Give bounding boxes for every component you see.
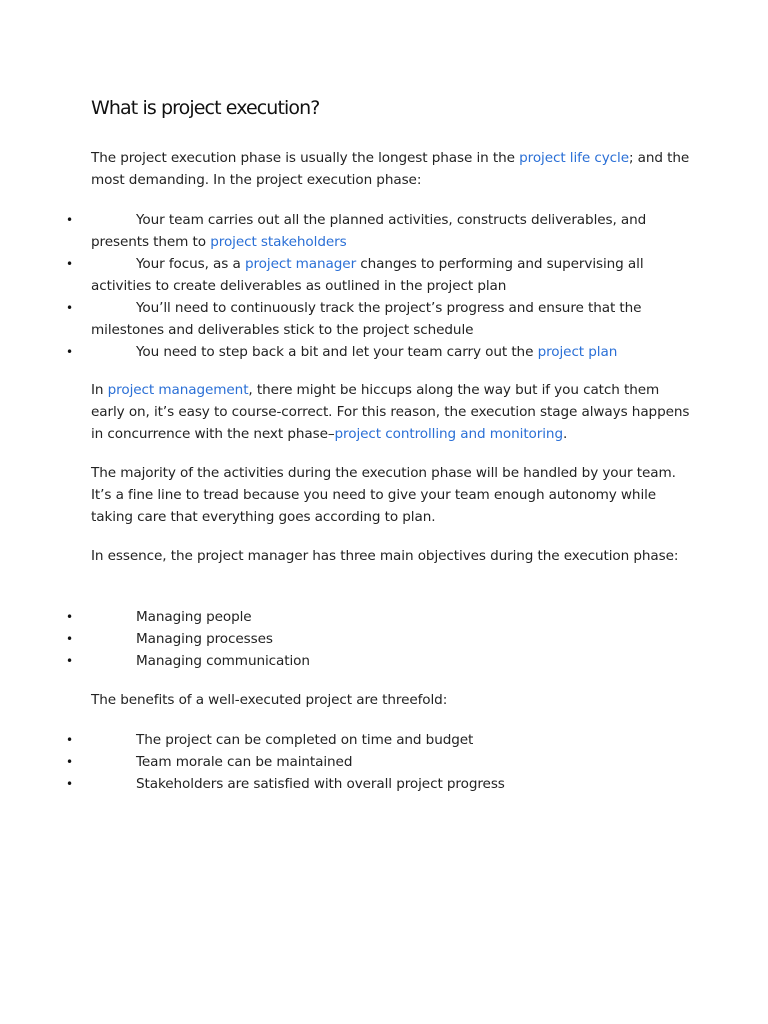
- bullet-text: Your focus, as a: [136, 256, 245, 272]
- intro-paragraph: [91, 147, 691, 191]
- phase-bullet-list: [0, 209, 700, 363]
- majority-paragraph: The majority of the activities during the execution phase will be handled by your team. It’s a fine line to tread because you need to give your team enough autonomy while taking care that everything goes according to plan.: [91, 465, 676, 525]
- project-stakeholders-link[interactable]: project stakeholders: [210, 234, 347, 250]
- project-management-link[interactable]: project management: [107, 382, 249, 398]
- list-item: [0, 729, 700, 751]
- bullet-icon: •: [66, 654, 73, 668]
- objective-text: Managing communication: [136, 653, 310, 669]
- intro-text: ; and the most demanding. In the project execution phase:: [91, 150, 690, 188]
- objective-text: Managing processes: [136, 631, 273, 647]
- benefit-text: Team morale can be maintained: [136, 754, 353, 770]
- bullet-icon: •: [66, 345, 73, 359]
- page-title: What is project execution?: [91, 97, 320, 119]
- objective-text: Managing people: [136, 609, 252, 625]
- bullet-icon: •: [66, 213, 73, 227]
- benefit-text: Stakeholders are satisfied with overall project progress: [136, 776, 505, 792]
- bullet-text: You need to step back a bit and let your team carry out the: [136, 344, 538, 360]
- list-item: [0, 606, 700, 628]
- list-item: [0, 209, 700, 253]
- bullet-icon: •: [66, 777, 73, 791]
- essence-paragraph: In essence, the project manager has three main objectives during the execution phase:: [91, 548, 679, 564]
- bullet-text: changes to performing and supervising all activities to create deliverables as outlined in the project plan: [91, 256, 644, 294]
- project-life-cycle-link[interactable]: project life cycle: [519, 150, 629, 166]
- list-item: [0, 773, 700, 795]
- project-management-paragraph: [91, 379, 691, 445]
- objectives-list: [0, 606, 700, 672]
- benefit-text: The project can be completed on time and budget: [136, 732, 474, 748]
- bullet-text: Your team carries out all the planned activities, constructs deliverables, and presents them to: [91, 212, 647, 250]
- paragraph-text: .: [562, 426, 568, 442]
- list-item: [0, 650, 700, 672]
- benefits-intro-paragraph: The benefits of a well-executed project are threefold:: [91, 692, 448, 708]
- project-controlling-link[interactable]: project controlling and monitoring: [334, 426, 563, 442]
- bullet-icon: •: [66, 755, 73, 769]
- project-manager-link[interactable]: project manager: [244, 256, 357, 272]
- list-item: [0, 297, 700, 341]
- project-plan-link[interactable]: project plan: [537, 344, 618, 360]
- bullet-icon: •: [66, 610, 73, 624]
- bullet-icon: •: [66, 257, 73, 271]
- bullet-icon: •: [66, 301, 73, 315]
- list-item: [0, 751, 700, 773]
- paragraph-text: , there might be hiccups along the way but if you catch them early on, it’s easy to course-correct. For this reason, the execution stage always happens in concurrence with the next phase–: [91, 382, 690, 442]
- list-item: [0, 341, 700, 363]
- list-item: [0, 628, 700, 650]
- intro-text: The project execution phase is usually the longest phase in the: [91, 150, 520, 166]
- benefits-list: [0, 729, 700, 795]
- bullet-icon: •: [66, 632, 73, 646]
- paragraph-text: In: [91, 382, 108, 398]
- list-item: [0, 253, 700, 297]
- bullet-text: You’ll need to continuously track the project’s progress and ensure that the milestones and deliverables stick to the project schedule: [91, 300, 642, 338]
- bullet-icon: •: [66, 733, 73, 747]
